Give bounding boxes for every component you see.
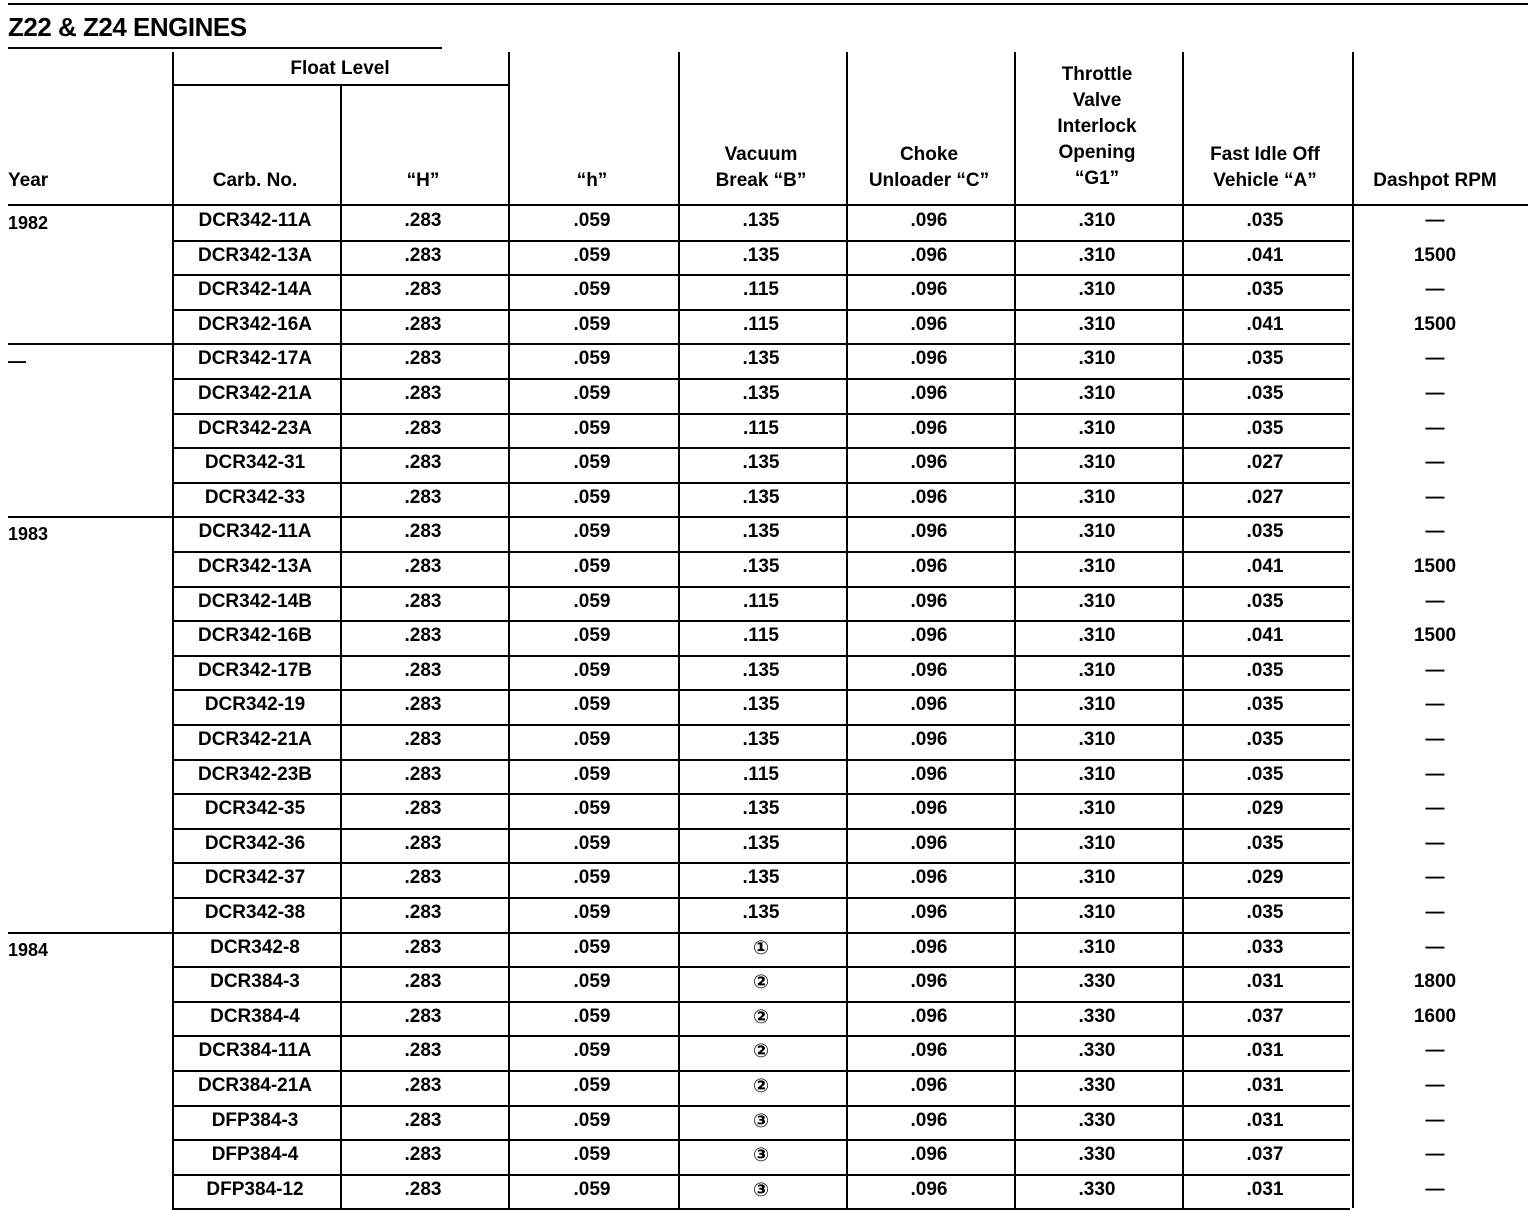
float-h-cell: .059 [573, 971, 611, 993]
float-H-cell: .283 [404, 936, 442, 958]
carb-no-cell: DCR342-14B [197, 590, 313, 612]
fast-idle-cell: .027 [1246, 486, 1284, 508]
float-h-cell: .059 [573, 556, 611, 577]
vacuum-break-cell: .135 [742, 244, 780, 266]
row-rule [172, 828, 1350, 830]
choke-unloader-cell: .096 [910, 867, 948, 889]
dashpot-rpm-cell: 1500 [1413, 625, 1457, 647]
vacuum-break-cell: ② [752, 1041, 770, 1063]
row-rule [172, 586, 1350, 588]
vacuum-break-cell: .135 [742, 210, 780, 231]
throttle-valve-cell: .310 [1078, 244, 1116, 266]
carb-no-cell: DCR342-17A [197, 348, 313, 370]
fast-idle-cell: .035 [1246, 210, 1284, 231]
carb-no-cell: DCR342-11A [198, 521, 312, 543]
choke-unloader-cell: .096 [910, 659, 948, 681]
float-h-cell: .059 [573, 521, 611, 543]
header-choke-unloader [846, 142, 1012, 194]
carb-no-cell: DCR384-4 [210, 1005, 300, 1027]
carb-no-cell: DFP384-3 [211, 1109, 299, 1131]
throttle-valve-cell: .310 [1078, 210, 1116, 231]
fast-idle-cell: .033 [1246, 936, 1284, 958]
float-H-cell: .283 [404, 659, 442, 681]
row-rule [172, 413, 1350, 415]
year-group-rule [8, 932, 172, 934]
choke-unloader-cell: .096 [910, 210, 948, 231]
carb-no-cell: DCR384-21A [197, 1075, 313, 1096]
float-h-cell: .059 [573, 1109, 611, 1131]
float-h-cell: .059 [573, 1144, 611, 1166]
float-H-cell: .283 [404, 521, 442, 543]
carb-no-cell: DCR342-37 [204, 867, 306, 889]
vacuum-break-cell: .115 [743, 763, 779, 785]
fast-idle-cell: .031 [1246, 1040, 1284, 1062]
vacuum-break-cell: .135 [742, 798, 780, 820]
row-rule [172, 689, 1350, 691]
vacuum-break-cell: .135 [742, 521, 780, 543]
choke-unloader-cell: .096 [910, 971, 948, 993]
fast-idle-cell: .031 [1246, 1075, 1284, 1096]
dashpot-rpm-cell: 1500 [1413, 556, 1457, 577]
row-rule [172, 862, 1350, 864]
throttle-valve-cell: .330 [1078, 1040, 1116, 1062]
dashpot-rpm-cell: — [1425, 590, 1445, 612]
choke-unloader-cell: .096 [910, 486, 948, 508]
throttle-valve-cell: .310 [1078, 763, 1116, 785]
float-h-cell: .059 [573, 348, 611, 370]
header-vacuum-break [678, 142, 844, 194]
fast-idle-cell: .041 [1246, 625, 1284, 647]
float-H-cell: .283 [404, 625, 442, 647]
fast-idle-cell: .035 [1246, 694, 1284, 716]
float-h-cell: .059 [573, 417, 611, 439]
year-label: 1984 [8, 939, 49, 960]
float-H-cell: .283 [404, 383, 442, 404]
float-H-cell: .283 [404, 556, 442, 577]
float-H-cell: .283 [404, 694, 442, 716]
float-h-cell: .059 [573, 1178, 611, 1200]
dashpot-rpm-cell: — [1425, 729, 1445, 750]
fast-idle-cell: .035 [1246, 521, 1284, 543]
throttle-valve-cell: .330 [1078, 1178, 1116, 1200]
dashpot-rpm-cell: — [1425, 279, 1445, 301]
choke-unloader-cell: .096 [910, 625, 948, 647]
row-rule [172, 1001, 1350, 1003]
year-label: — [8, 351, 26, 372]
carb-no-cell: DCR342-14A [197, 279, 313, 301]
vacuum-break-cell: .135 [742, 556, 780, 577]
vacuum-break-cell: .115 [743, 625, 779, 647]
vacuum-break-cell: ③ [752, 1145, 770, 1167]
dashpot-rpm-cell: 1600 [1413, 1005, 1457, 1027]
float-h-cell: .059 [573, 659, 611, 681]
throttle-valve-cell: .330 [1078, 971, 1116, 993]
throttle-valve-cell: .310 [1078, 452, 1116, 474]
throttle-valve-cell: .330 [1078, 1109, 1116, 1131]
carb-no-cell: DCR342-31 [204, 452, 306, 474]
choke-unloader-cell: .096 [910, 1144, 948, 1166]
dashpot-rpm-cell: 1500 [1413, 244, 1457, 266]
vacuum-break-cell: .135 [742, 694, 780, 716]
throttle-valve-cell: .310 [1078, 867, 1116, 889]
header-vacuum-break-line1: Vacuum [724, 144, 798, 165]
float-H-cell: .283 [404, 417, 442, 439]
vacuum-break-cell: .135 [742, 867, 780, 889]
carb-no-cell: DCR342-13A [197, 244, 313, 266]
carb-no-cell: DCR342-23B [197, 763, 313, 785]
header-throttle-valve-line1: Throttle [1061, 64, 1133, 85]
vacuum-break-cell: ① [752, 937, 770, 959]
throttle-valve-cell: .310 [1078, 832, 1116, 854]
float-H-cell: .283 [404, 313, 442, 335]
row-rule [172, 378, 1350, 380]
year-group-rule [8, 343, 172, 345]
fast-idle-cell: .029 [1246, 798, 1284, 820]
vacuum-break-cell: .135 [742, 348, 780, 370]
vacuum-break-cell: ③ [752, 1110, 770, 1132]
float-h-cell: .059 [573, 902, 611, 923]
carb-no-cell: DCR342-17B [197, 659, 313, 681]
choke-unloader-cell: .096 [910, 521, 948, 543]
carb-no-cell: DCR342-21A [197, 383, 313, 404]
row-rule [172, 759, 1350, 761]
dashpot-rpm-cell: — [1425, 383, 1445, 404]
vacuum-break-cell: .135 [742, 729, 780, 750]
vacuum-break-cell: ② [752, 1076, 770, 1097]
carb-no-cell: DCR342-23A [197, 417, 313, 439]
throttle-valve-cell: .310 [1078, 936, 1116, 958]
float-H-cell: .283 [404, 1109, 442, 1131]
choke-unloader-cell: .096 [910, 452, 948, 474]
choke-unloader-cell: .096 [910, 1005, 948, 1027]
float-H-cell: .283 [404, 729, 442, 750]
dashpot-rpm-cell: — [1425, 798, 1445, 820]
float-H-cell: .283 [404, 763, 442, 785]
fast-idle-cell: .035 [1246, 659, 1284, 681]
float-H-cell: .283 [404, 1040, 442, 1062]
row-rule [172, 897, 1350, 899]
choke-unloader-cell: .096 [910, 694, 948, 716]
float-h-cell: .059 [573, 763, 611, 785]
fast-idle-cell: .041 [1246, 313, 1284, 335]
row-rule [172, 655, 1350, 657]
choke-unloader-cell: .096 [910, 313, 948, 335]
throttle-valve-cell: .330 [1078, 1144, 1116, 1166]
float-H-cell: .283 [404, 832, 442, 854]
carb-no-cell: DCR342-13A [197, 556, 313, 577]
float-H-cell: .283 [404, 867, 442, 889]
year-label: 1982 [8, 213, 49, 233]
dashpot-rpm-cell: 1500 [1413, 313, 1457, 335]
throttle-valve-cell: .310 [1078, 383, 1116, 404]
float-h-cell: .059 [573, 313, 611, 335]
float-h-cell: .059 [573, 936, 611, 958]
float-h-cell: .059 [573, 452, 611, 474]
throttle-valve-cell: .310 [1078, 798, 1116, 820]
throttle-valve-cell: .310 [1078, 694, 1116, 716]
year-group-rule [8, 516, 172, 518]
float-H-cell: .283 [404, 210, 442, 231]
vacuum-break-cell: .135 [742, 832, 780, 854]
row-rule [172, 240, 1350, 242]
top-rule [8, 3, 1528, 5]
header-vacuum-break-line2: Break “B” [715, 170, 807, 191]
float-h-cell: .059 [573, 1005, 611, 1027]
choke-unloader-cell: .096 [910, 902, 948, 923]
throttle-valve-cell: .310 [1078, 556, 1116, 577]
float-H-cell: .283 [404, 452, 442, 474]
float-h-cell: .059 [573, 1040, 611, 1062]
float-H-cell: .283 [404, 1178, 442, 1200]
vacuum-break-cell: ② [752, 1006, 770, 1028]
fast-idle-cell: .041 [1246, 244, 1284, 266]
float-h-cell: .059 [573, 729, 611, 750]
header-choke-unloader-line2: Unloader “C” [868, 170, 990, 191]
dashpot-rpm-cell: — [1425, 832, 1445, 854]
header-H: “H” [406, 170, 440, 191]
float-H-cell: .283 [404, 798, 442, 820]
choke-unloader-cell: .096 [910, 279, 948, 301]
throttle-valve-cell: .310 [1078, 313, 1116, 335]
row-rule [172, 1174, 1350, 1176]
row-rule [172, 309, 1350, 311]
year-label: 1983 [8, 524, 49, 545]
vacuum-break-cell: .115 [743, 417, 779, 439]
title-rule [8, 47, 442, 49]
dashpot-rpm-cell: — [1425, 936, 1445, 958]
dashpot-rpm-cell: — [1425, 348, 1445, 370]
fast-idle-cell: .029 [1246, 867, 1284, 889]
fast-idle-cell: .035 [1246, 383, 1284, 404]
fast-idle-cell: .035 [1246, 279, 1284, 301]
carb-no-cell: DCR342-38 [204, 902, 306, 923]
dashpot-rpm-cell: — [1425, 486, 1445, 508]
vacuum-break-cell: ③ [752, 1179, 770, 1201]
dashpot-rpm-cell: — [1425, 1040, 1445, 1062]
float-h-cell: .059 [573, 383, 611, 404]
fast-idle-cell: .037 [1246, 1005, 1284, 1027]
dashpot-rpm-cell: — [1425, 1178, 1445, 1200]
float-h-cell: .059 [573, 694, 611, 716]
carb-no-cell: DCR342-16A [197, 313, 313, 335]
dashpot-rpm-cell: — [1425, 902, 1445, 923]
float-H-cell: .283 [404, 1005, 442, 1027]
page-title: Z22 & Z24 ENGINES [8, 12, 247, 42]
dashpot-rpm-cell: — [1425, 694, 1445, 716]
row-rule [172, 620, 1350, 622]
float-h-cell: .059 [573, 867, 611, 889]
header-throttle-valve-line2: Valve [1072, 90, 1122, 111]
float-h-cell: .059 [573, 590, 611, 612]
carb-no-cell: DCR342-8 [210, 936, 300, 958]
fast-idle-cell: .031 [1246, 1178, 1284, 1200]
row-rule [172, 1035, 1350, 1037]
throttle-valve-cell: .310 [1078, 659, 1116, 681]
fast-idle-cell: .041 [1246, 556, 1284, 577]
float-H-cell: .283 [404, 486, 442, 508]
float-H-cell: .283 [404, 1144, 442, 1166]
throttle-valve-cell: .310 [1078, 417, 1116, 439]
float-H-cell: .283 [404, 590, 442, 612]
float-h-cell: .059 [573, 832, 611, 854]
header-choke-unloader-line1: Choke [899, 144, 959, 165]
float-h-cell: .059 [573, 1075, 611, 1096]
dashpot-rpm-cell: — [1425, 210, 1445, 231]
throttle-valve-cell: .310 [1078, 279, 1116, 301]
throttle-valve-cell: .310 [1078, 902, 1116, 923]
dashpot-rpm-cell: — [1425, 763, 1445, 785]
fast-idle-cell: .027 [1246, 452, 1284, 474]
row-rule [172, 724, 1350, 726]
vacuum-break-cell: .135 [742, 452, 780, 474]
fast-idle-cell: .037 [1246, 1144, 1284, 1166]
float-h-cell: .059 [573, 486, 611, 508]
fast-idle-cell: .035 [1246, 417, 1284, 439]
vacuum-break-cell: ② [752, 972, 770, 994]
float-H-cell: .283 [404, 348, 442, 370]
dashpot-rpm-cell: — [1425, 521, 1445, 543]
header-dashpot: Dashpot RPM [1373, 170, 1497, 191]
row-rule [172, 516, 1350, 518]
dashpot-rpm-cell: — [1425, 452, 1445, 474]
header-throttle-valve-line4: Opening [1058, 142, 1136, 163]
row-rule [172, 482, 1350, 484]
choke-unloader-cell: .096 [910, 763, 948, 785]
vacuum-break-cell: .135 [742, 659, 780, 681]
header-fast-idle-line2: Vehicle “A” [1213, 170, 1317, 191]
header-h: “h” [576, 170, 608, 191]
choke-unloader-cell: .096 [910, 1178, 948, 1200]
header-throttle-valve-line3: Interlock [1057, 116, 1137, 137]
choke-unloader-cell: .096 [910, 383, 948, 404]
choke-unloader-cell: .096 [910, 1109, 948, 1131]
fast-idle-cell: .035 [1246, 590, 1284, 612]
row-rule [172, 551, 1350, 553]
row-rule [172, 274, 1350, 276]
dashpot-rpm-cell: — [1425, 1109, 1445, 1131]
fast-idle-cell: .035 [1246, 729, 1284, 750]
header-carb-no: Carb. No. [212, 170, 298, 191]
carb-no-cell: DFP384-4 [211, 1144, 299, 1166]
header-fast-idle-line1: Fast Idle Off [1210, 144, 1320, 165]
row-rule [172, 966, 1350, 968]
float-h-cell: .059 [573, 625, 611, 647]
fast-idle-cell: .031 [1246, 1109, 1284, 1131]
throttle-valve-cell: .310 [1078, 625, 1116, 647]
float-h-cell: .059 [573, 244, 611, 266]
carb-no-cell: DCR342-36 [204, 832, 306, 854]
dashpot-rpm-cell: — [1425, 417, 1445, 439]
dashpot-rpm-cell: — [1425, 659, 1445, 681]
choke-unloader-cell: .096 [910, 832, 948, 854]
choke-unloader-cell: .096 [910, 798, 948, 820]
choke-unloader-cell: .096 [910, 1040, 948, 1062]
choke-unloader-cell: .096 [910, 729, 948, 750]
header-float-level: Float Level [290, 58, 390, 79]
throttle-valve-cell: .310 [1078, 486, 1116, 508]
row-rule [172, 1139, 1350, 1141]
float-H-cell: .283 [404, 971, 442, 993]
fast-idle-cell: .035 [1246, 902, 1284, 923]
choke-unloader-cell: .096 [910, 417, 948, 439]
fast-idle-cell: .035 [1246, 763, 1284, 785]
choke-unloader-cell: .096 [910, 1075, 948, 1096]
float-h-cell: .059 [573, 798, 611, 820]
row-rule [172, 343, 1350, 345]
throttle-valve-cell: .310 [1078, 521, 1116, 543]
row-rule [172, 447, 1350, 449]
carb-no-cell: DCR342-16B [197, 625, 313, 647]
float-h-cell: .059 [573, 210, 611, 231]
dashpot-rpm-cell: — [1425, 867, 1445, 889]
choke-unloader-cell: .096 [910, 244, 948, 266]
fast-idle-cell: .035 [1246, 348, 1284, 370]
carb-no-cell: DCR342-35 [204, 798, 306, 820]
vacuum-break-cell: .135 [742, 383, 780, 404]
carb-no-cell: DFP384-12 [206, 1178, 304, 1200]
header-fast-idle [1182, 142, 1348, 194]
throttle-valve-cell: .310 [1078, 348, 1116, 370]
carb-no-cell: DCR384-3 [210, 971, 300, 993]
vacuum-break-cell: .115 [743, 590, 779, 612]
float-H-cell: .283 [404, 902, 442, 923]
dashpot-rpm-cell: — [1425, 1144, 1445, 1166]
row-rule [172, 793, 1350, 795]
choke-unloader-cell: .096 [910, 348, 948, 370]
carb-no-cell: DCR342-33 [204, 486, 306, 508]
dashpot-rpm-cell: — [1425, 1075, 1445, 1096]
carb-no-cell: DCR342-11A [198, 210, 312, 231]
float-H-cell: .283 [404, 244, 442, 266]
vacuum-break-cell: .115 [743, 279, 779, 301]
row-rule [172, 932, 1350, 934]
fast-idle-cell: .035 [1246, 832, 1284, 854]
fast-idle-cell: .031 [1246, 971, 1284, 993]
header-throttle-valve [1014, 62, 1180, 192]
carb-no-cell: DCR342-21A [197, 729, 313, 750]
choke-unloader-cell: .096 [910, 936, 948, 958]
float-H-cell: .283 [404, 1075, 442, 1096]
throttle-valve-cell: .310 [1078, 729, 1116, 750]
carb-no-cell: DCR342-19 [204, 694, 306, 716]
header-throttle-valve-line5: “G1” [1074, 168, 1120, 189]
body-top-rule [8, 204, 1528, 206]
throttle-valve-cell: .330 [1078, 1005, 1116, 1027]
float-H-cell: .283 [404, 279, 442, 301]
carb-no-cell: DCR384-11A [198, 1040, 312, 1062]
throttle-valve-cell: .330 [1078, 1075, 1116, 1096]
row-rule [172, 1105, 1350, 1107]
header-year: Year [8, 170, 49, 191]
choke-unloader-cell: .096 [910, 590, 948, 612]
throttle-valve-cell: .310 [1078, 590, 1116, 612]
choke-unloader-cell: .096 [910, 556, 948, 577]
vacuum-break-cell: .135 [742, 902, 780, 923]
vacuum-break-cell: .115 [743, 313, 779, 335]
float-h-cell: .059 [573, 279, 611, 301]
vacuum-break-cell: .135 [742, 486, 780, 508]
dashpot-rpm-cell: 1800 [1413, 971, 1457, 993]
row-rule [172, 1070, 1350, 1072]
